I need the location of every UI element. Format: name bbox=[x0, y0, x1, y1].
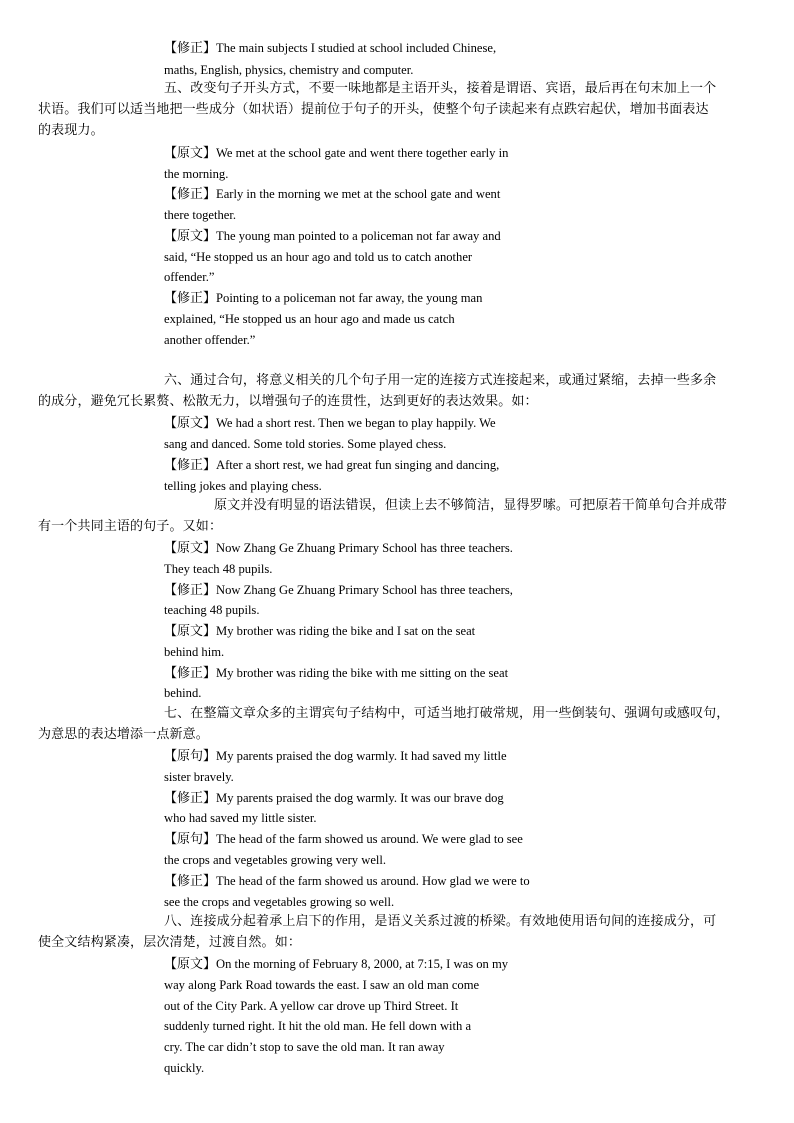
original-line: 【原文】We met at the school gate and went there together early in bbox=[164, 146, 509, 161]
revised-line: 【修正】After a short rest, we had great fun singing and dancing, bbox=[164, 458, 500, 473]
section-6-body: 的成分，避免冗长累赘、松散无力，以增强句子的连贯性，达到更好的表达效果。如： bbox=[38, 394, 538, 409]
section-5-body: 状语。我们可以适当地把一些成分（如状语）提前位于句子的开头，使整个句子读起来有点跌宕起伏，增加书面表达 bbox=[38, 102, 709, 117]
text-line: telling jokes and playing chess. bbox=[164, 479, 322, 493]
original-line: 【原文】Now Zhang Ge Zhuang Primary School has three teachers. bbox=[164, 541, 513, 556]
text-line: who had saved my little sister. bbox=[164, 811, 317, 825]
text-line: behind him. bbox=[164, 645, 225, 659]
original-line: 【原文】My brother was riding the bike and I sat on the seat bbox=[164, 624, 476, 639]
text-line: said, “He stopped us an hour ago and told us to catch another bbox=[164, 250, 473, 264]
text-line: explained, “He stopped us an hour ago and made us catch bbox=[164, 312, 455, 326]
text-line: maths, English, physics, chemistry and computer. bbox=[164, 63, 414, 77]
revised-line: 【修正】The head of the farm showed us around. How glad we were to bbox=[164, 874, 530, 889]
text-line: quickly. bbox=[164, 1061, 205, 1075]
original-sentence-line: 【原句】My parents praised the dog warmly. It had saved my little bbox=[164, 749, 507, 764]
text-line: another offender.” bbox=[164, 333, 256, 347]
text-line: sister bravely. bbox=[164, 770, 234, 784]
text-line: They teach 48 pupils. bbox=[164, 562, 273, 576]
text-line: way along Park Road towards the east. I saw an old man come bbox=[164, 978, 480, 992]
text-line: teaching 48 pupils. bbox=[164, 603, 260, 617]
revised-line: 【修正】Pointing to a policeman not far away, the young man bbox=[164, 291, 483, 306]
section-5-heading: 五、改变句子开头方式，不要一味地都是主语开头，接着是谓语、宾语，最后再在句末加上一个 bbox=[164, 81, 717, 96]
text-line: the crops and vegetables growing very well. bbox=[164, 853, 387, 867]
revised-line: 【修正】Early in the morning we met at the school gate and went bbox=[164, 187, 501, 202]
text-line: the morning. bbox=[164, 167, 229, 181]
section-7-body: 为意思的表达增添一点新意。 bbox=[38, 727, 209, 742]
text-line: there together. bbox=[164, 208, 237, 222]
text-line: cry. The car didn’t stop to save the old man. It ran away bbox=[164, 1040, 445, 1054]
original-line: 【原文】The young man pointed to a policeman not far away and bbox=[164, 229, 501, 244]
section-5-body: 的表现力。 bbox=[38, 123, 104, 138]
revised-line: 【修正】The main subjects I studied at school included Chinese, bbox=[164, 41, 497, 56]
text-line: offender.” bbox=[164, 270, 215, 284]
text-line: behind. bbox=[164, 686, 202, 700]
revised-line: 【修正】My brother was riding the bike with me sitting on the seat bbox=[164, 666, 509, 681]
comment-line: 有一个共同主语的句子。又如： bbox=[38, 519, 223, 534]
section-7-heading: 七、在整篇文章众多的主谓宾句子结构中，可适当地打破常规，用一些倒装句、强调句或感叹句， bbox=[164, 706, 730, 721]
revised-line: 【修正】My parents praised the dog warmly. It was our brave dog bbox=[164, 791, 504, 806]
text-line: see the crops and vegetables growing so well. bbox=[164, 895, 395, 909]
original-line: 【原文】On the morning of February 8, 2000, at 7:15, I was on my bbox=[164, 957, 509, 972]
revised-tag: 【修正】 bbox=[164, 41, 217, 56]
original-line: 【原文】We had a short rest. Then we began to play happily. We bbox=[164, 416, 496, 431]
section-8-body: 使全文结构紧凑，层次清楚，过渡自然。如： bbox=[38, 935, 302, 950]
text-line: out of the City Park. A yellow car drove up Third Street. It bbox=[164, 999, 459, 1013]
original-sentence-line: 【原句】The head of the farm showed us around. We were glad to see bbox=[164, 832, 523, 847]
text-line: sang and danced. Some told stories. Some played chess. bbox=[164, 437, 447, 451]
comment-line: 原文并没有明显的语法错误，但读上去不够简洁，显得罗嗦。可把原若干简单句合并成带 bbox=[214, 498, 727, 513]
section-6-heading: 六、通过合句，将意义相关的几个句子用一定的连接方式连接起来，或通过紧缩，去掉一些多余 bbox=[164, 373, 717, 388]
section-8-heading: 八、连接成分起着承上启下的作用，是语义关系过渡的桥梁。有效地使用语句间的连接成分，可 bbox=[164, 914, 717, 929]
revised-line: 【修正】Now Zhang Ge Zhuang Primary School has three teachers, bbox=[164, 583, 513, 598]
text-line: suddenly turned right. It hit the old man. He fell down with a bbox=[164, 1019, 472, 1033]
